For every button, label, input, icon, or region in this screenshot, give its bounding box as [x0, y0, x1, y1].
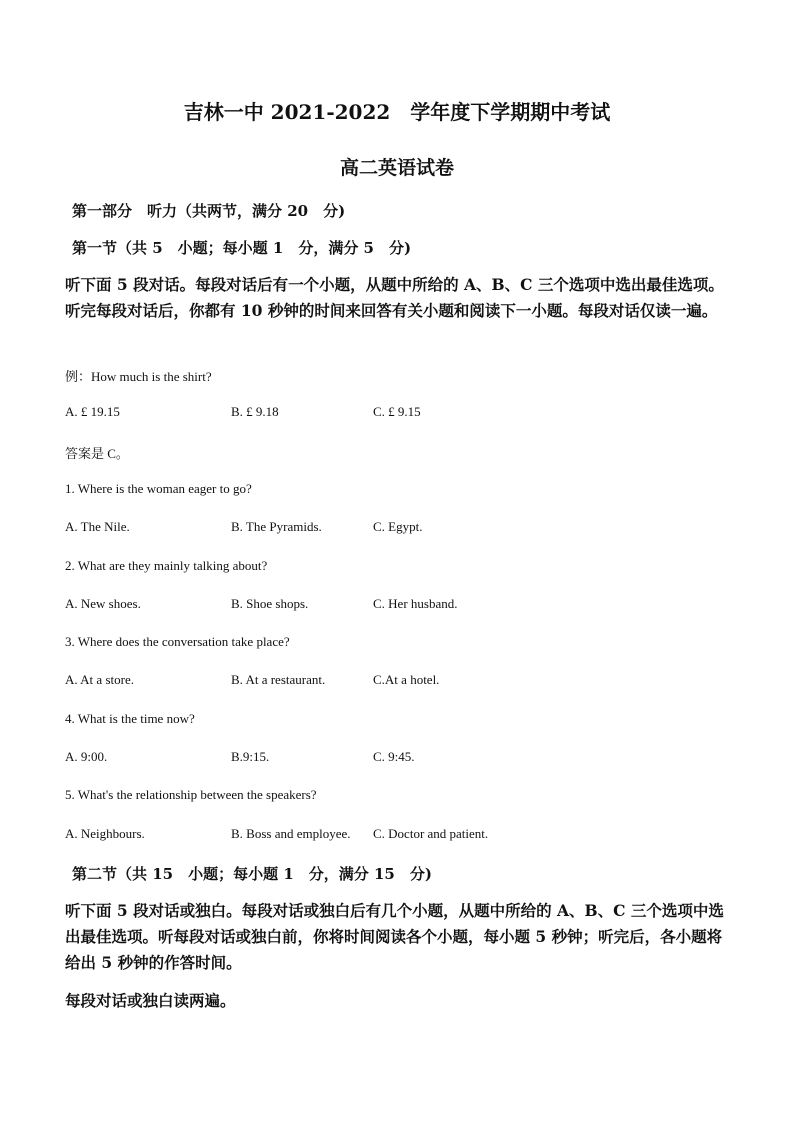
exam-subtitle: 高二英语试卷 — [339, 157, 454, 179]
q1-option-a: A. The Nile. — [65, 519, 130, 534]
q3-option-a: A. At a store. — [65, 672, 134, 687]
example-option-a: A. £ 19.15 — [65, 404, 120, 419]
example-option-c: C. £ 9.15 — [373, 404, 421, 419]
q5-option-b: B. Boss and employee. — [231, 826, 351, 841]
question-5: 5. What's the relationship between the speakers? — [65, 787, 317, 802]
question-3: 3. Where does the conversation take place? — [65, 634, 290, 649]
part1-heading: 第一部分 听力（共两节，满分 20 分) — [72, 202, 346, 220]
q4-option-c: C. 9:45. — [373, 749, 415, 764]
example-answer: 答案是 C。 — [65, 446, 129, 461]
exam-title: 吉林一中 2021-2022 学年度下学期期中考试 — [183, 100, 611, 124]
question-1: 1. Where is the woman eager to go? — [65, 481, 252, 496]
example-option-b: B. £ 9.18 — [231, 404, 279, 419]
example-question: 例：How much is the shirt? — [65, 369, 212, 384]
q3-option-c: C.At a hotel. — [373, 672, 440, 687]
q4-option-a: A. 9:00. — [65, 749, 108, 764]
q5-option-c: C. Doctor and patient. — [373, 826, 489, 841]
section1-heading: 第一节（共 5 小题；每小题 1 分，满分 5 分) — [72, 239, 412, 257]
question-2: 2. What are they mainly talking about? — [65, 558, 268, 573]
q2-option-b: B. Shoe shops. — [231, 596, 309, 611]
section1-instruction: 听下面 5 段对话。每段对话后有一个小题，从题中所给的 A、B、C 三个选项中选出最佳选项。听完每段对话后，你都有 10 秒钟的时间来回答有关小题和阅读下一小题。每段对话仅读一遍。 — [65, 275, 724, 320]
section2-instruction: 听下面 5 段对话或独白。每段对话或独白后有几个小题，从题中所给的 A、B、C 三个选项中选出最佳选项。听每段对话或独白前，你将时间阅读各个小题，每小题 5 秒钟；听完后，各小题将给出 5 秒钟的作答时间。 — [65, 901, 724, 972]
q2-option-c: C. Her husband. — [373, 596, 458, 611]
section2-heading: 第二节（共 15 小题；每小题 1 分，满分 15 分) — [72, 865, 432, 883]
section2-note: 每段对话或独白读两遍。 — [65, 991, 236, 1010]
q1-option-b: B. The Pyramids. — [231, 519, 322, 534]
q3-option-b: B. At a restaurant. — [231, 672, 326, 687]
q4-option-b: B.9:15. — [231, 749, 270, 764]
q5-option-a: A. Neighbours. — [65, 826, 145, 841]
q1-option-c: C. Egypt. — [373, 519, 423, 534]
q2-option-a: A. New shoes. — [65, 596, 141, 611]
question-4: 4. What is the time now? — [65, 711, 195, 726]
